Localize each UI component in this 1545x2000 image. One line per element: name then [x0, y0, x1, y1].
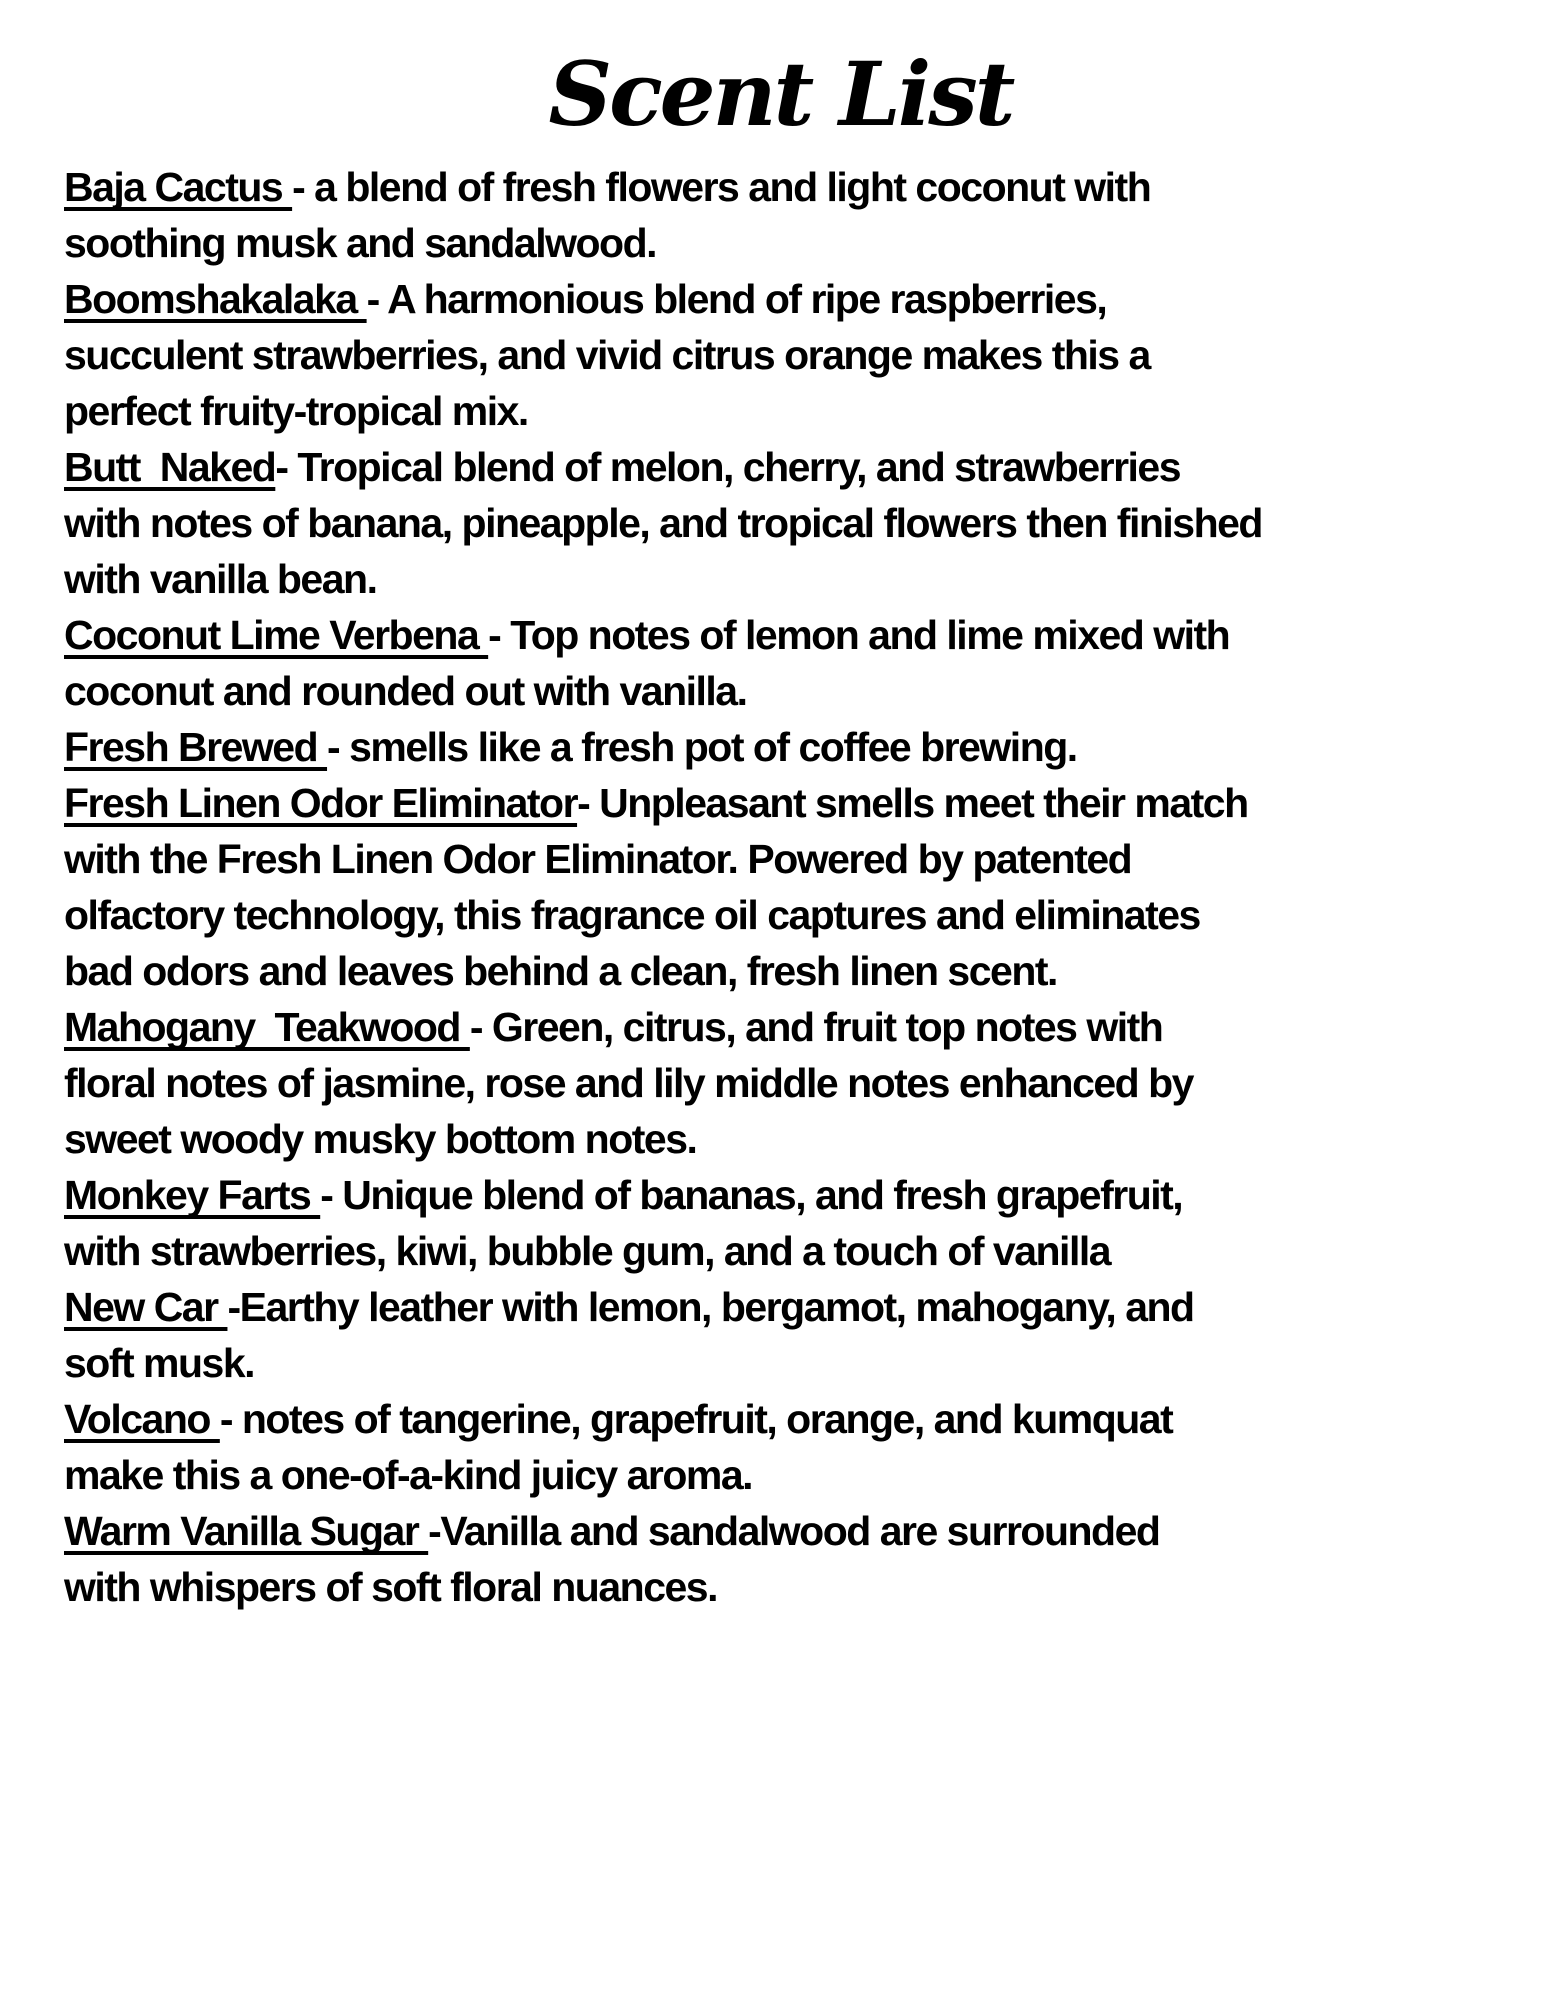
scent-desc-line: soothing musk and sandalwood.: [64, 219, 657, 266]
scent-desc-line: - Unpleasant smells meet their match: [577, 779, 1248, 826]
scent-desc-line: - a blend of fresh flowers and light coconut with: [292, 163, 1151, 210]
scent-desc-line: -Earthy leather with lemon, bergamot, mahogany, and: [227, 1283, 1194, 1330]
scent-entry: [64, 719, 1497, 775]
page-title: Scent List: [548, 42, 1013, 146]
scent-name: Warm Vanilla Sugar: [64, 1507, 429, 1554]
scent-name: Boomshakalaka: [64, 275, 367, 322]
scent-desc-line: perfect fruity-tropical mix.: [64, 387, 528, 434]
scent-entry: [64, 439, 1497, 607]
scent-name: Mahogany Teakwood: [64, 1003, 470, 1050]
scent-desc-line: with strawberries, kiwi, bubble gum, and a touch of vanilla: [64, 1227, 1111, 1274]
scent-desc-line: bad odors and leaves behind a clean, fresh linen scent.: [64, 947, 1057, 994]
scent-entry: [64, 1503, 1497, 1615]
scent-desc-line: sweet woody musky bottom notes.: [64, 1115, 697, 1162]
scent-name: Baja Cactus: [64, 163, 293, 210]
scent-name: Butt Naked: [64, 443, 276, 490]
scent-name: New Car: [64, 1283, 228, 1330]
scent-desc-line: - A harmonious blend of ripe raspberries,: [366, 275, 1107, 322]
scent-name: Volcano: [64, 1395, 220, 1442]
scent-desc-line: - Tropical blend of melon, cherry, and strawberries: [275, 443, 1181, 490]
scent-desc-line: - Top notes of lemon and lime mixed with: [488, 611, 1230, 658]
scent-desc-line: - smells like a fresh pot of coffee brewing.: [327, 723, 1077, 770]
scent-entry: [64, 159, 1497, 271]
scent-desc-line: - Unique blend of bananas, and fresh grapefruit,: [320, 1171, 1183, 1218]
scent-desc-line: olfactory technology, this fragrance oil captures and eliminates: [64, 891, 1200, 938]
scent-desc-line: soft musk.: [64, 1339, 255, 1386]
scent-desc-line: with whispers of soft floral nuances.: [64, 1563, 717, 1610]
scent-desc-line: with vanilla bean.: [64, 555, 377, 602]
scent-desc-line: - Green, citrus, and fruit top notes with: [469, 1003, 1163, 1050]
scent-entry: [64, 1167, 1497, 1279]
scent-desc-line: floral notes of jasmine, rose and lily middle notes enhanced by: [64, 1059, 1193, 1106]
scent-entry: [64, 271, 1497, 439]
scent-entry: [64, 999, 1497, 1167]
scent-entry: [64, 607, 1497, 719]
scent-name: Fresh Linen Odor Eliminator: [64, 779, 578, 826]
scent-desc-line: - notes of tangerine, grapefruit, orange, and kumquat: [219, 1395, 1173, 1442]
scent-name: Coconut Lime Verbena: [64, 611, 489, 658]
scent-desc-line: with the Fresh Linen Odor Eliminator. Powered by patented: [64, 835, 1132, 882]
scent-desc-line: with notes of banana, pineapple, and tropical flowers then finished: [64, 499, 1262, 546]
scent-name: Monkey Farts: [64, 1171, 321, 1218]
scent-entry: [64, 1391, 1497, 1503]
scent-entry: [64, 1279, 1497, 1391]
scent-list: [64, 159, 1497, 1615]
scent-desc-line: -Vanilla and sandalwood are surrounded: [428, 1507, 1160, 1554]
scent-desc-line: coconut and rounded out with vanilla.: [64, 667, 747, 714]
scent-desc-line: make this a one-of-a-kind juicy aroma.: [64, 1451, 753, 1498]
scent-entry: [64, 775, 1497, 999]
scent-desc-line: succulent strawberries, and vivid citrus orange makes this a: [64, 331, 1150, 378]
scent-name: Fresh Brewed: [64, 723, 328, 770]
